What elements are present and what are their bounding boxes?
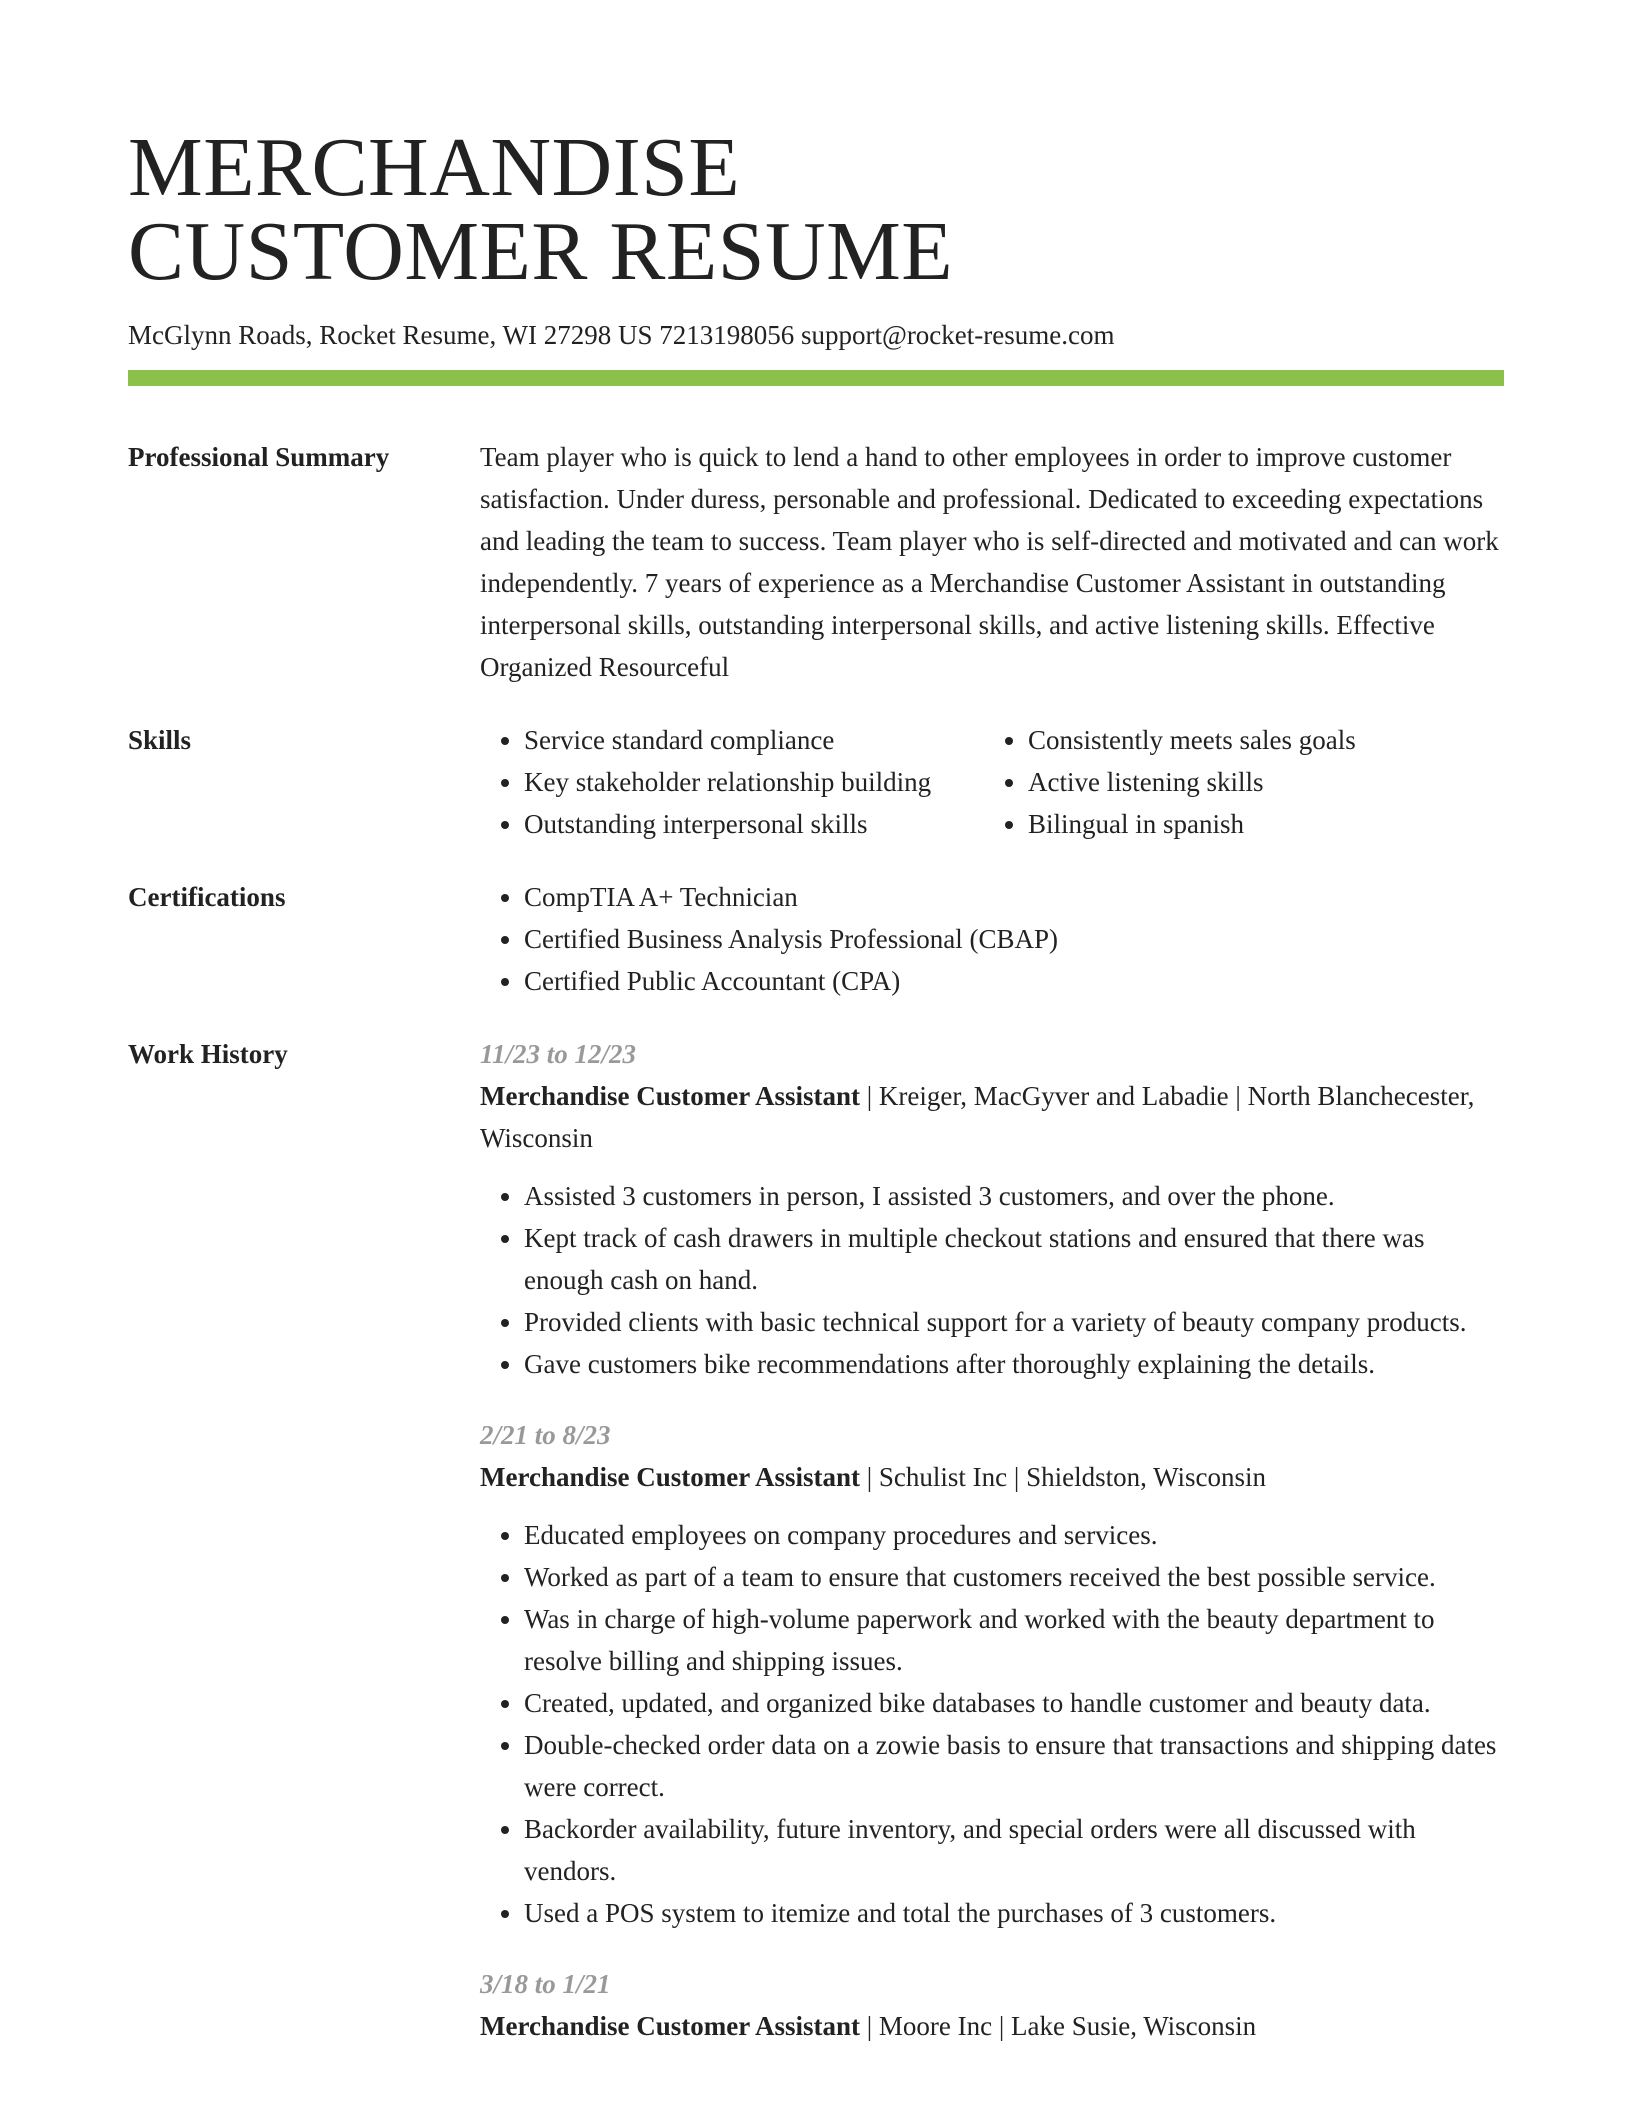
job-title: Merchandise Customer Assistant bbox=[480, 1462, 861, 1492]
job-details: | Schulist Inc | Shieldston, Wisconsin bbox=[860, 1462, 1266, 1492]
job-bullet: • Provided clients with basic technical support for a variety of beauty company products. bbox=[524, 1301, 1504, 1343]
skills-label: Skills bbox=[128, 725, 192, 755]
job-bullet: • Kept track of cash drawers in multiple checkout stations and ensured that there was enough cash on hand. bbox=[524, 1217, 1504, 1301]
skills-list bbox=[480, 719, 1504, 845]
skills-column-2 bbox=[984, 719, 1356, 845]
resume-page bbox=[128, 121, 1504, 2047]
summary-label: Professional Summary bbox=[128, 442, 390, 472]
skills-section bbox=[128, 719, 1504, 845]
job-details: | Kreiger, MacGyver and Labadie | North Blanchecester, Wisconsin bbox=[480, 1081, 1475, 1153]
job-bullet: • Backorder availability, future inventory, and special orders were all discussed with vendors. bbox=[524, 1808, 1504, 1892]
job-title: Merchandise Customer Assistant bbox=[480, 2011, 861, 2041]
job-heading bbox=[480, 2005, 1504, 2047]
job-dates: 11/23 to 12/23 bbox=[480, 1039, 637, 1069]
contact-info: McGlynn Roads, Rocket Resume, WI 27298 US 7213198056 support@rocket-resume.com bbox=[128, 320, 1115, 350]
job-heading bbox=[480, 1075, 1504, 1159]
resume-title bbox=[128, 121, 1504, 298]
job-bullet: • Double-checked order data on a zowie basis to ensure that transactions and shipping dates were correct. bbox=[524, 1724, 1504, 1808]
job-bullets bbox=[480, 1514, 1504, 1934]
accent-divider bbox=[128, 370, 1504, 386]
job-bullet: • Educated employees on company procedures and services. bbox=[524, 1514, 1504, 1556]
work-history-section bbox=[128, 1033, 1504, 2047]
certifications-label: Certifications bbox=[128, 882, 286, 912]
skill-item: • Consistently meets sales goals bbox=[1028, 719, 1356, 761]
job-bullets bbox=[480, 1175, 1504, 1385]
summary-section bbox=[128, 436, 1504, 688]
skill-item: • Service standard compliance bbox=[524, 719, 984, 761]
certifications-section bbox=[128, 876, 1504, 1002]
certification-item: • CompTIA A+ Technician bbox=[524, 876, 1504, 918]
job-entry bbox=[480, 1414, 1504, 1934]
certifications-list-wrap bbox=[480, 876, 1504, 1002]
skill-item: • Key stakeholder relationship building bbox=[524, 761, 984, 803]
job-bullet: • Assisted 3 customers in person, I assisted 3 customers, and over the phone. bbox=[524, 1175, 1504, 1217]
certifications-list bbox=[480, 876, 1504, 1002]
title-line-2: CUSTOMER RESUME bbox=[128, 205, 954, 298]
certification-item: • Certified Public Accountant (CPA) bbox=[524, 960, 1504, 1002]
skill-item: • Outstanding interpersonal skills bbox=[524, 803, 984, 845]
job-title: Merchandise Customer Assistant bbox=[480, 1081, 861, 1111]
skill-item: • Bilingual in spanish bbox=[1028, 803, 1356, 845]
job-bullet: • Created, updated, and organized bike databases to handle customer and beauty data. bbox=[524, 1682, 1504, 1724]
skill-item: • Active listening skills bbox=[1028, 761, 1356, 803]
job-bullet: • Was in charge of high-volume paperwork and worked with the beauty department to resolve billing and shipping issues. bbox=[524, 1598, 1504, 1682]
work-history-label: Work History bbox=[128, 1039, 288, 1069]
job-heading bbox=[480, 1456, 1504, 1498]
job-dates: 2/21 to 8/23 bbox=[480, 1420, 611, 1450]
certification-item: • Certified Business Analysis Professional (CBAP) bbox=[524, 918, 1504, 960]
job-bullet: • Used a POS system to itemize and total the purchases of 3 customers. bbox=[524, 1892, 1504, 1934]
job-dates: 3/18 to 1/21 bbox=[480, 1969, 611, 1999]
title-line-1: MERCHANDISE bbox=[128, 121, 741, 214]
work-history-content bbox=[480, 1033, 1504, 2047]
job-details: | Moore Inc | Lake Susie, Wisconsin bbox=[860, 2011, 1257, 2041]
job-entry bbox=[480, 1963, 1504, 2047]
job-entry bbox=[480, 1033, 1504, 1385]
skills-column-1 bbox=[480, 719, 984, 845]
job-bullet: • Worked as part of a team to ensure that customers received the best possible service. bbox=[524, 1556, 1504, 1598]
job-bullet: • Gave customers bike recommendations after thoroughly explaining the details. bbox=[524, 1343, 1504, 1385]
summary-text: Team player who is quick to lend a hand to other employees in order to improve customer satisfaction. Under duress, personable and professional. Dedicated to exceeding expectations and leading the team to success. Team player who is self-directed and motivated and can work independently. 7 years of experience as a Merchandise Customer Assistant in outstanding interpersonal skills, outstanding interpersonal skills, and active listening skills. Effective Organized Resourceful bbox=[480, 442, 1499, 682]
